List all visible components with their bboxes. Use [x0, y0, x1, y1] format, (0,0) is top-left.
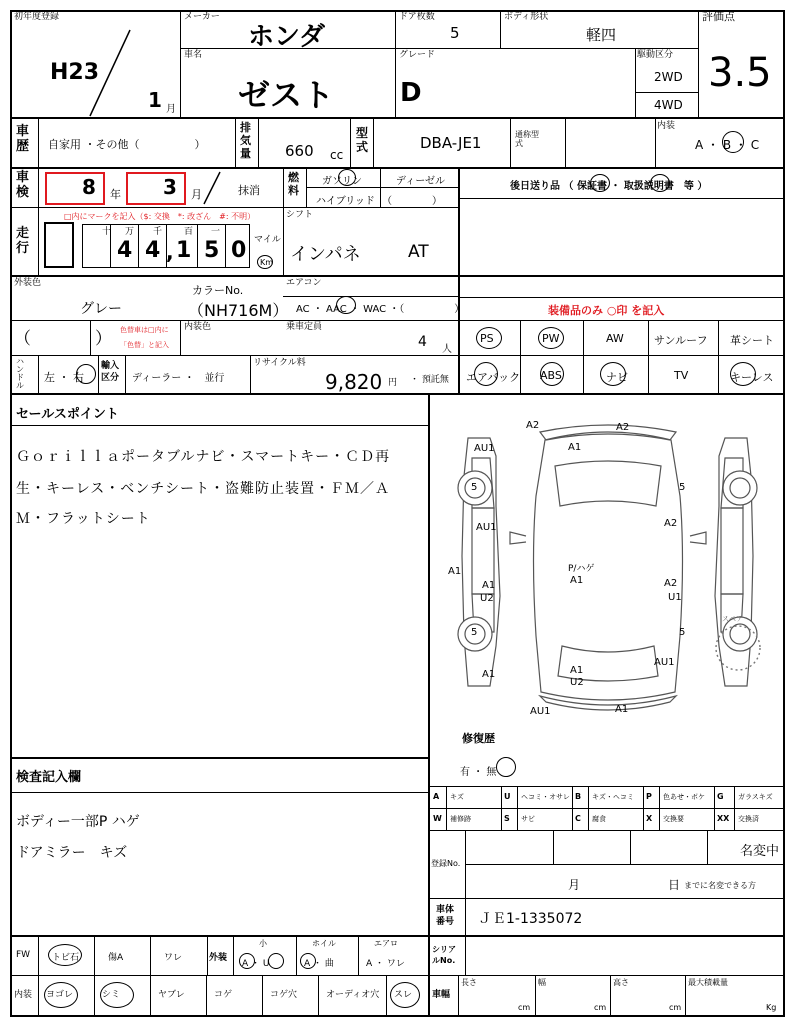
- legend-code: B: [575, 792, 582, 801]
- width-label: 幅: [538, 978, 546, 987]
- int-item: ヨゴレ: [46, 990, 74, 1000]
- digit-5: 0: [231, 238, 247, 263]
- selected-circle: [338, 169, 356, 186]
- mark-au1-left-top: AU1: [474, 443, 495, 454]
- month-unit: 月: [166, 104, 176, 115]
- mark-a2-right: A2: [664, 578, 678, 589]
- maker-value: ホンダ: [248, 22, 325, 52]
- legend-code: G: [717, 792, 724, 801]
- equip-tv: TV: [674, 369, 689, 382]
- import-label: 輸入区分: [101, 361, 120, 383]
- height-label: 高さ: [613, 978, 629, 987]
- paren-open: （: [14, 329, 31, 349]
- doors-value: 5: [450, 24, 460, 42]
- ext-aero: エアロ: [374, 939, 398, 948]
- name-value: ゼスト: [238, 76, 335, 114]
- recycle-unit: 円: [388, 378, 398, 388]
- interior-abc: A ・ B ・ C: [695, 138, 760, 152]
- mile-label: マイル: [254, 235, 281, 245]
- mark-roof-a1: A1: [570, 575, 584, 586]
- legend-code: XX: [717, 814, 730, 823]
- history-value: 自家用 ・その他（ ）: [48, 138, 206, 151]
- unit-plus: 十: [102, 227, 112, 237]
- fuel-diesel: ディーゼル: [396, 176, 445, 187]
- legend-code: C: [575, 814, 581, 823]
- score-value: 3.5: [708, 50, 772, 96]
- score-label: 評価点: [702, 10, 735, 23]
- length-unit: cm: [518, 1003, 531, 1012]
- int-item: コゲ穴: [270, 990, 298, 1000]
- mark-au1-right-bottom: AU1: [654, 657, 675, 668]
- recycle-label: リサイクル料: [253, 358, 306, 368]
- selected-circle: [100, 982, 134, 1008]
- ext-color-value: グレー: [80, 301, 122, 317]
- digit-2: 4: [145, 238, 161, 263]
- name-label: 車名: [184, 50, 203, 60]
- name-change: 名変中: [740, 844, 780, 859]
- inspect-label: 車検: [16, 170, 30, 200]
- ext-label: 外装: [209, 953, 228, 963]
- capacity-unit: 人: [442, 344, 452, 355]
- month-box: [126, 172, 186, 205]
- color-change-note-1: 色替車は□内に: [120, 326, 169, 334]
- disp-unit: cc: [330, 148, 344, 162]
- int-item: オーディオ穴: [326, 990, 380, 1000]
- selected-circle: [730, 362, 756, 386]
- length-label: 長さ: [461, 978, 477, 987]
- history-label: 車歴: [16, 124, 30, 154]
- mark-u2-left: U2: [480, 593, 494, 604]
- mark-u2-rear: U2: [570, 677, 584, 688]
- disp-label: 排気量: [240, 121, 251, 160]
- recycle-deposit: ・ 預託無: [410, 375, 449, 385]
- ext-wheel-vals: A ・ 曲: [304, 959, 334, 969]
- drive-4wd: 4WD: [654, 98, 683, 112]
- equip-title: 装備品のみ ○印 を記入: [548, 304, 665, 317]
- legend-code: W: [433, 814, 442, 823]
- int-label: 内装: [14, 990, 33, 1000]
- capacity-label: 乗車定員: [286, 322, 323, 332]
- color-change-note-2: 「色替」と記入: [120, 341, 169, 349]
- selected-circle: [336, 296, 356, 314]
- fuel-hybrid: ハイブリッド: [316, 196, 375, 207]
- digit-comma: ,: [166, 240, 174, 264]
- inspection-line-1: ボディー一部P ハゲ: [16, 814, 140, 830]
- selected-circle: [268, 953, 284, 969]
- selected-circle: [48, 944, 82, 966]
- import-value: ディーラー ・ 並行: [132, 373, 225, 384]
- int-color-label: 内装色: [184, 322, 212, 332]
- model-label: 型式: [356, 126, 369, 154]
- erased-label: 抹消: [238, 184, 260, 197]
- inspect-year: 8: [82, 175, 96, 199]
- spare-label: スペア: [722, 615, 743, 623]
- selected-circle: [722, 131, 744, 153]
- selected-circle: [496, 757, 516, 777]
- selected-circle: [590, 174, 610, 192]
- inspection-line-2: ドアミラー キズ: [16, 845, 128, 861]
- legend-code: P: [646, 792, 652, 801]
- selected-circle: [257, 255, 273, 269]
- unit-1k: 千: [153, 227, 163, 237]
- legend-code: S: [504, 814, 510, 823]
- mark-au1-bottom: AU1: [530, 706, 551, 717]
- year-unit: 年: [110, 188, 121, 201]
- recycle-value: 9,820: [325, 370, 383, 394]
- reg-label: 登録No.: [431, 859, 461, 868]
- divider: [10, 355, 785, 356]
- fw-item: ワレ: [164, 953, 183, 963]
- int-item: ヤブレ: [158, 990, 185, 1000]
- ac-label: エアコン: [286, 278, 322, 288]
- equip-navi: ナビ: [606, 371, 628, 384]
- legend-label: キズ・ヘコミ: [592, 793, 634, 801]
- equip-pw: PW: [542, 332, 560, 345]
- month-unit: 月: [191, 188, 202, 201]
- handle-label: ハンドル: [16, 357, 24, 390]
- grade-label: グレード: [399, 50, 436, 60]
- int-item: スレ: [394, 990, 413, 1000]
- legend-label: 色あせ・ボケ: [663, 793, 705, 801]
- int-row: [38, 976, 430, 1017]
- mark-a2-top-right: A2: [616, 422, 630, 433]
- selected-circle: [538, 327, 564, 349]
- vin-value: ＪＥ1-1335072: [478, 911, 583, 927]
- ext-aero-vals: A ・ ワレ: [366, 959, 405, 969]
- mark-u1-right: U1: [668, 592, 682, 603]
- mark-roof: P/ハゲ: [568, 564, 595, 574]
- selected-circle: [476, 327, 502, 349]
- tire-rl: 5: [471, 627, 478, 638]
- color-no-value: （NH716M）: [188, 301, 289, 320]
- sales-line-1: Ｇｏｒｉｌｌａポータブルナビ・スマートキー・ＣＤ再: [16, 449, 391, 465]
- mark-a1-top: A1: [568, 442, 582, 453]
- body-label: ボディ形状: [504, 12, 549, 22]
- slash-mark: [200, 170, 222, 206]
- mark-a1-left-bottom: A1: [482, 669, 496, 680]
- divider: [10, 792, 428, 793]
- maker-label: メーカー: [184, 12, 220, 22]
- selected-circle: [600, 362, 626, 386]
- mark-a1-left: A1: [482, 580, 496, 591]
- tire-rr: 5: [679, 627, 686, 638]
- mark-a1-left-side: A1: [448, 566, 462, 577]
- tire-fr: 5: [679, 482, 686, 493]
- legend-label: 腐食: [592, 815, 606, 823]
- first-reg-label: 初年度登録: [14, 12, 60, 22]
- slash-mark: [85, 28, 135, 118]
- legend-label: ヘコミ・オサレ: [521, 793, 570, 801]
- mark-a2-right-mid: A2: [664, 518, 678, 529]
- ac-value: AC ・ AAC ・ WAC ・（ ）: [296, 304, 465, 315]
- selected-circle: [474, 362, 498, 386]
- mark-a2-top-left: A2: [526, 420, 540, 431]
- shift-type: AT: [408, 242, 429, 262]
- selected-circle: [300, 953, 316, 969]
- repair-value: 有 ・ 無: [460, 767, 497, 778]
- sales-line-3: Ｍ・フラットシート: [16, 511, 151, 527]
- equip-ps: PS: [480, 332, 494, 345]
- divider: [10, 757, 428, 759]
- reg-day: 日: [668, 878, 681, 892]
- vin-label: 車体番号: [436, 905, 455, 927]
- later-docs: 後日送り品 （ 保証書 ・ 取扱説明書 等 ）: [510, 181, 708, 192]
- legend-label: ガラスキズ: [738, 793, 773, 801]
- interior-label: 内装: [657, 121, 676, 131]
- size-label: 車幅: [432, 990, 451, 1000]
- selected-circle: [239, 953, 255, 969]
- divider: [10, 393, 785, 395]
- color-no-label: カラーNo.: [192, 284, 244, 297]
- selected-circle: [540, 362, 564, 386]
- equip-sunroof: サンルーフ: [654, 334, 708, 347]
- legend-code: X: [646, 814, 653, 823]
- paren-close: ）: [95, 329, 112, 349]
- body-value: 軽四: [586, 26, 617, 44]
- fw-label: FW: [16, 950, 31, 960]
- digit-3: 1: [176, 238, 192, 263]
- unit-100: 百: [184, 227, 194, 237]
- legend-label: 交換要: [663, 815, 684, 823]
- shift-label: シフト: [286, 210, 314, 220]
- ext-color-label: 外装色: [14, 278, 42, 288]
- equip-abs: ABS: [540, 369, 562, 382]
- shift-position: インパネ: [290, 244, 361, 265]
- legend-label: サビ: [521, 815, 535, 823]
- selected-circle: [44, 982, 78, 1008]
- fuel-label: 燃料: [288, 171, 299, 197]
- fuel-gasoline: ガソリン: [322, 176, 362, 187]
- ext-wheel: ホイル: [312, 939, 336, 948]
- legend-label: キズ: [450, 793, 464, 801]
- fuel-hybrid-paren: （ ）: [382, 196, 442, 207]
- km-label: Km: [260, 258, 274, 267]
- height-unit: cm: [669, 1003, 682, 1012]
- mileage-note: □内にマークを記入（$: 交換 *: 改ざん #: 不明）: [64, 212, 256, 221]
- digit-4: 5: [204, 238, 220, 263]
- sales-title: セールスポイント: [16, 407, 119, 422]
- common-label: 通称型式: [515, 130, 539, 148]
- grade-value: D: [400, 78, 422, 108]
- equip-aw: AW: [606, 332, 624, 345]
- damage-legend: [430, 786, 785, 830]
- reg-deadline: までに名変できる方: [684, 881, 756, 890]
- model-value: DBA-JE1: [420, 134, 482, 152]
- equip-keyless: キーレス: [730, 371, 774, 384]
- divider: [10, 275, 785, 277]
- int-item: シミ: [102, 990, 121, 1000]
- handle-value: 左 ・ 右: [44, 371, 84, 384]
- legend-code: U: [504, 792, 511, 801]
- inspect-month: 3: [163, 175, 177, 199]
- disp-value: 660: [285, 142, 314, 160]
- mark-a1-bottom-right: A1: [615, 704, 629, 715]
- inspection-title: 検査記入欄: [16, 770, 82, 785]
- unit-10k: 万: [125, 227, 135, 237]
- fw-item: トビ石: [52, 953, 80, 963]
- equip-airbag: エアバック: [466, 371, 521, 384]
- divider: [10, 207, 460, 208]
- divider: [10, 167, 785, 169]
- reg-month: 月: [568, 878, 581, 892]
- fw-item: 傷A: [108, 953, 124, 963]
- load-label: 最大積載量: [688, 978, 728, 987]
- year-box: [45, 172, 105, 205]
- serial-label: シリアルNo.: [432, 945, 456, 965]
- selected-circle: [76, 364, 96, 384]
- first-reg-era: H23: [50, 60, 100, 85]
- first-reg-month: 1: [148, 88, 162, 112]
- repair-label: 修復歴: [462, 732, 495, 745]
- tire-fl: 5: [471, 482, 478, 493]
- selected-circle: [390, 982, 420, 1008]
- mileage-mark-box: [44, 222, 74, 268]
- equip-leather: 革シート: [730, 334, 774, 347]
- doors-label: ドア枚数: [399, 12, 435, 22]
- drive-2wd: 2WD: [654, 70, 683, 84]
- int-item: コゲ: [214, 990, 233, 1000]
- load-unit: Kg: [766, 1003, 777, 1012]
- drive-label: 駆動区分: [637, 50, 674, 60]
- mark-a1-rear: A1: [570, 665, 584, 676]
- legend-label: 補修跡: [450, 815, 471, 823]
- ext-small-vals: A ・ U: [242, 959, 270, 969]
- width-unit: cm: [594, 1003, 607, 1012]
- legend-label: 交換済: [738, 815, 759, 823]
- sales-line-2: 生・キーレス・ベンチシート・盗難防止装置・ＦＭ／Ａ: [16, 481, 391, 497]
- unit-minus: 一: [211, 227, 221, 237]
- mark-au1-left-mid: AU1: [476, 522, 497, 533]
- capacity-value: 4: [418, 334, 427, 350]
- mileage-label: 走行: [16, 226, 30, 256]
- ext-small: 小: [259, 939, 267, 948]
- selected-circle: [650, 174, 670, 192]
- legend-code: A: [433, 792, 440, 801]
- digit-1: 4: [117, 238, 133, 263]
